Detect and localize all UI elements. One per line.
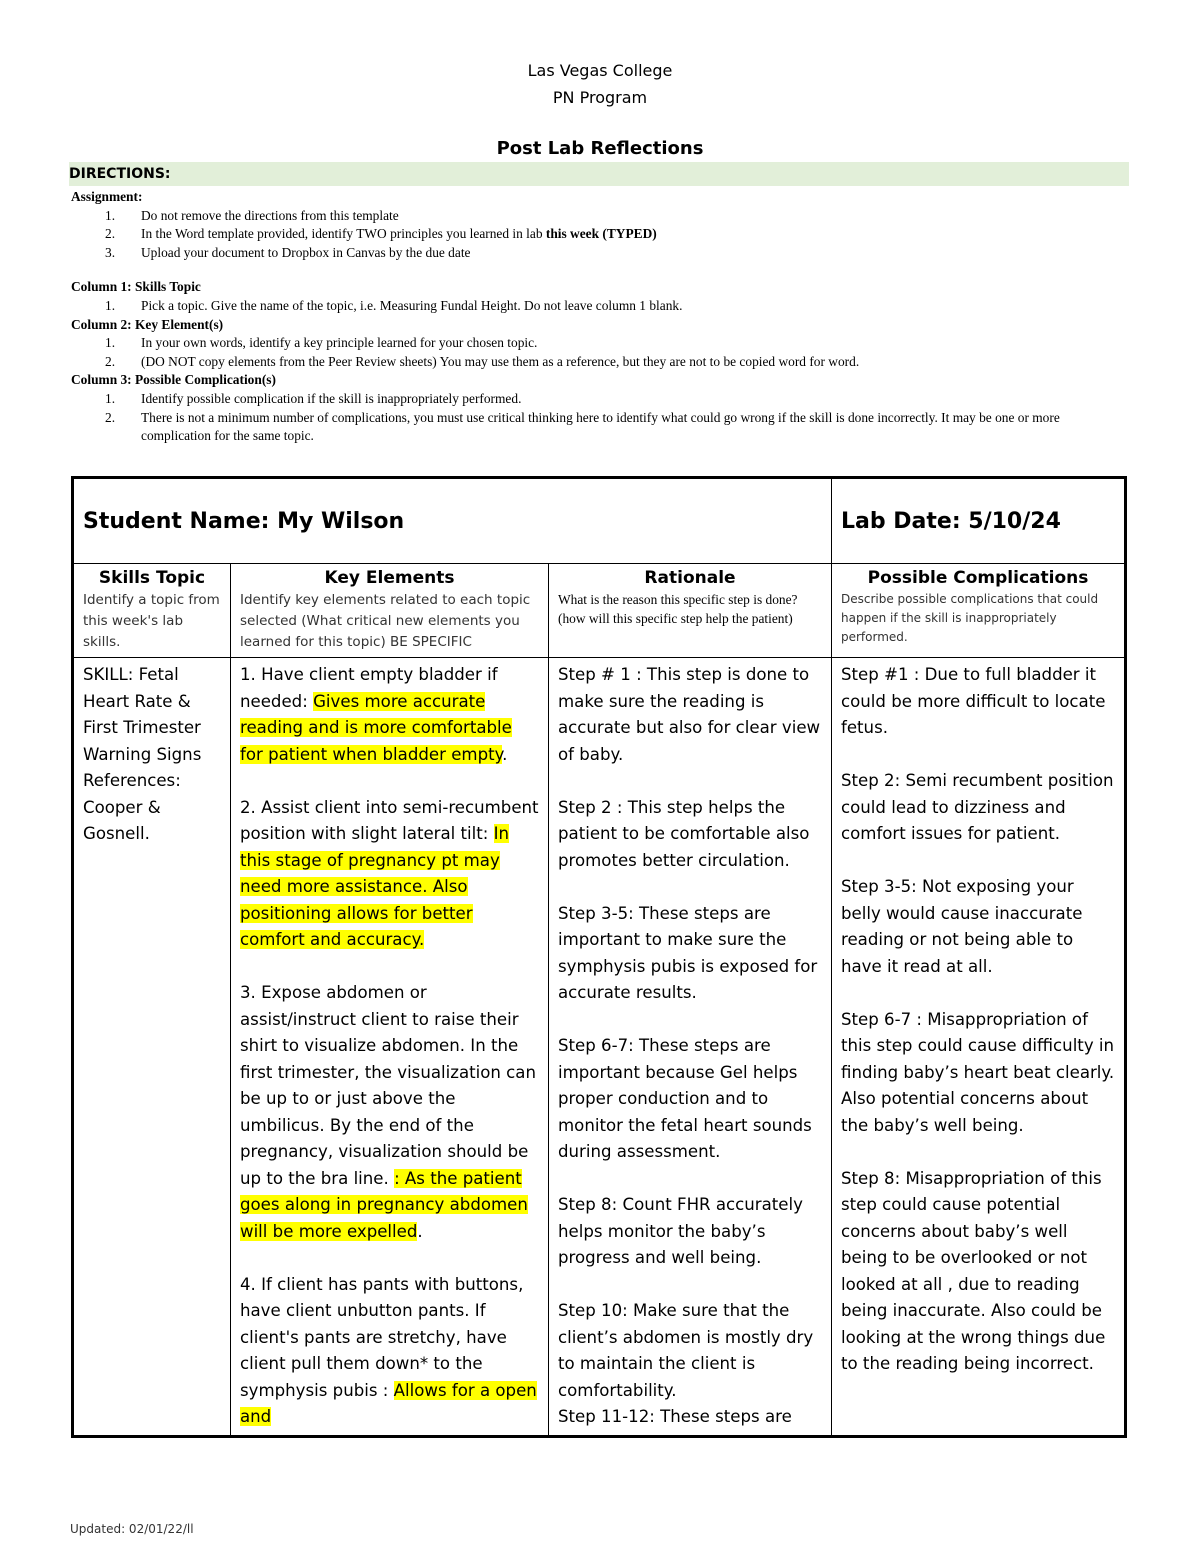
assignment-heading: Assignment:	[71, 189, 143, 204]
rationale-item: Step 6-7: These steps are important because Gel helps proper conduction and to monitor the fetal heart sounds during assessment.	[558, 1036, 812, 1161]
rationale-item: Step 2 : This step helps the patient to be comfortable also promotes better circulation.	[558, 797, 810, 870]
column-header-key-elements: Key Elements Identify key elements related to each topic selected (What critical new elements you learned for this topic) BE SPECIFIC	[231, 564, 549, 658]
complications-cell	[832, 658, 1126, 1437]
complication-item: Step 3-5: Not exposing your belly would cause inaccurate reading or not being able to have it read at all.	[841, 877, 1083, 976]
footer-updated: Updated: 02/01/22/ll	[70, 1522, 194, 1536]
complication-item: Step 2: Semi recumbent position could lead to dizziness and comfort issues for patient.	[841, 771, 1114, 843]
column-header-complications: Possible Complications Describe possible complications that could happen if the skill is inappropriately performed.	[832, 564, 1126, 658]
complication-item: Step 8: Misappropriation of this step could cause potential concerns about baby’s well being to be overlooked or not looked at all , due to reading being inaccurate. Also could be looking at the wrong things due to the reading being incorrect.	[841, 1168, 1106, 1373]
rationale-item: Step 3-5: These steps are important to make sure the symphysis pubis is exposed for accurate results.	[558, 903, 818, 1002]
reflection-table	[71, 476, 1127, 1438]
column1-heading: Column 1: Skills Topic	[71, 279, 201, 295]
page-title: Post Lab Reflections	[496, 138, 704, 159]
list-item: 1. In your own words, identify a key principle learned for your chosen topic.	[105, 335, 538, 351]
instructions	[71, 188, 1131, 446]
list-item: 2. There is not a minimum number of complications, you must use critical thinking here to identify what could go wrong if the skill is done incorrectly. It may be one or more complication for the same topic.	[105, 409, 1060, 444]
rationale-cell	[549, 658, 832, 1437]
column-header-skills: Skills Topic Identify a topic from this week's lab skills.	[73, 564, 231, 658]
rationale-item: Step 10: Make sure that the client’s abdomen is mostly dry to maintain the client is comfortability.	[558, 1301, 814, 1400]
rationale-item: Step # 1 : This step is done to make sure the reading is accurate but also for clear view of baby.	[558, 665, 821, 764]
column-header-rationale: Rationale What is the reason this specific step is done? (how will this specific step help the patient)	[549, 564, 832, 658]
skill-cell: SKILL: Fetal Heart Rate & First Trimester Warning Signs References: Cooper & Gosnell.	[73, 658, 231, 1437]
column2-heading: Column 2: Key Element(s)	[71, 316, 224, 332]
key-elements-cell	[231, 658, 549, 1437]
complication-item: Step 6-7 : Misappropriation of this step could cause difficulty in finding baby’s heart beat clearly. Also potential concerns about the baby’s well being.	[841, 1009, 1115, 1135]
directions-label: DIRECTIONS:	[69, 162, 1129, 186]
key-element-3: 3. Expose abdomen or assist/instruct client to raise their shirt to visualize abdomen. In the first trimester, the visualization can be up to or just above the umbilicus. By the end of the pregnancy, visualization should be up to the bra line. : As the patient goes along in pregnancy abdomen will be more expelled.	[240, 983, 536, 1241]
key-element-2: 2. Assist client into semi-recumbent position with slight lateral tilt: In this stage of pregnancy pt may need more assistance. Also positioning allows for better comfort and accuracy.	[240, 797, 539, 949]
list-item: 1. Do not remove the directions from this template	[105, 207, 399, 223]
program-name: PN Program	[552, 88, 648, 107]
rationale-item: Step 8: Count FHR accurately helps monitor the baby’s progress and well being.	[558, 1195, 803, 1267]
list-item: 1. Pick a topic. Give the name of the topic, i.e. Measuring Fundal Height. Do not leave column 1 blank.	[105, 297, 683, 313]
list-item: 3. Upload your document to Dropbox in Canvas by the due date	[105, 244, 471, 260]
rationale-item: Step 11-12: These steps are	[558, 1407, 792, 1426]
student-name: Student Name: My Wilson	[73, 478, 832, 564]
complication-item: Step #1 : Due to full bladder it could be more difficult to locate fetus.	[841, 665, 1106, 737]
key-element-1: 1. Have client empty bladder if needed: Gives more accurate reading and is more comfortable for patient when bladder empty.	[240, 665, 512, 764]
lab-date: Lab Date: 5/10/24	[832, 478, 1126, 564]
list-item: 2. (DO NOT copy elements from the Peer Review sheets) You may use them as a reference, but they are not to be copied word for word.	[105, 353, 860, 369]
key-element-4: 4. If client has pants with buttons, have client unbutton pants. If client's pants are stretchy, have client pull them down* to the symphysis pubis : Allows for a open and	[240, 1274, 537, 1426]
list-item: 1. Identify possible complication if the skill is inappropriately performed.	[105, 390, 522, 406]
college-name: Las Vegas College	[527, 61, 673, 80]
list-item: 2. In the Word template provided, identify TWO principles you learned in lab this week (TYPED)	[105, 226, 657, 242]
column3-heading: Column 3: Possible Complication(s)	[71, 372, 276, 388]
